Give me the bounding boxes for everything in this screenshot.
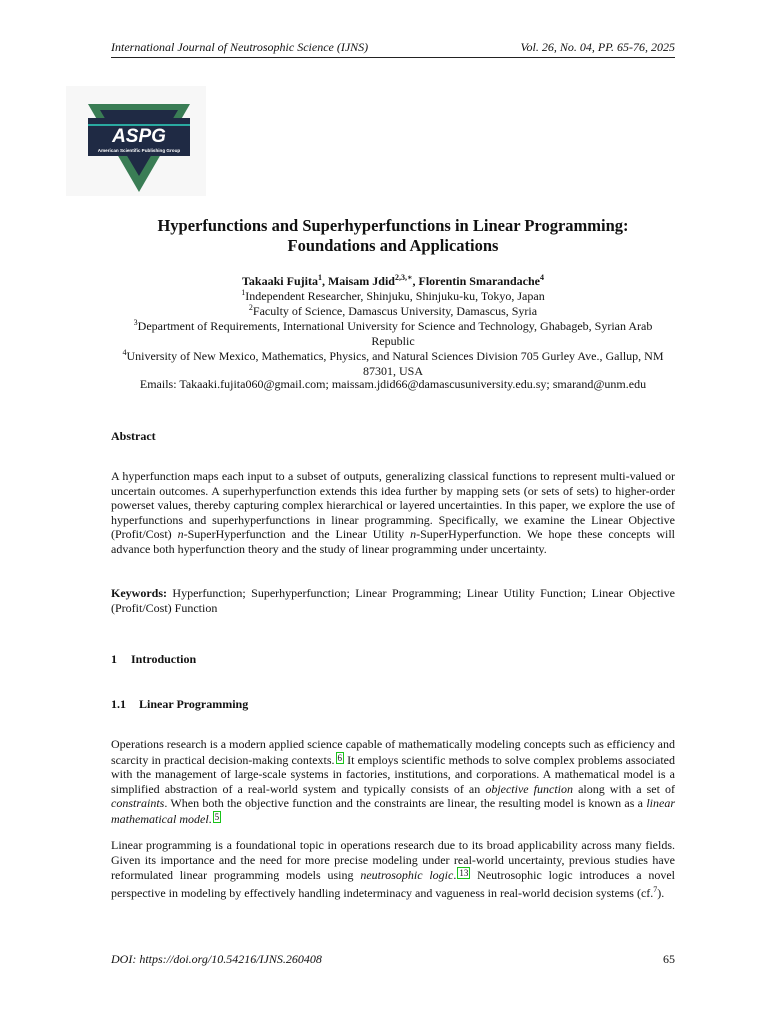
doi-link[interactable]: DOI: https://doi.org/10.54216/IJNS.260408 <box>111 952 322 966</box>
title-line-1: Hyperfunctions and Superhyperfunctions in Linear Programming: <box>157 216 629 235</box>
abstract-text: A hyperfunction maps each input to a subset of outputs, generalizing classical functions to represent multi-valued or uncertain outcomes. A superhyperfunction extends this idea further by mapping sets (or sets of sets) to higher-order powerset values, thereby capturing complex hierarchical or layered uncertainties. In this paper, we explore the use of hyperfunctions and superhyperfunctions in linear programming. Specifically, we examine the Linear Objective (Profit/Cost) n-SuperHyperfunction and the Linear Utility n-SuperHyperfunction. We hope these concepts will advance both hyperfunction theory and the study of linear programming under uncertainty. <box>111 469 676 556</box>
paper-title <box>111 216 675 256</box>
affiliation-4: $^4$University of New Mexico, Mathematics, Physics, and Natural Sciences Division 705 Gurley Ave., Gallup, NM 87301, USA <box>122 348 664 378</box>
body-paragraph-2: Linear programming is a foundational topic in operations research due to its broad applicability across many fields. Given its importance and the need for more precise modeling under real-world uncertainty, previous studies have reformulated linear programming models using neutrosophic logic. 13 Neutrosophic logic introduces a novel perspective in modeling by effectively handling indeterminacy and vagueness in real-world decision systems (cf.$^7$). <box>111 838 675 900</box>
body-paragraph-1: Operations research is a modern applied science capable of mathematically modeling concepts such as efficiency and scarcity in practical decision-making contexts. 6 It employs scientific methods to solve complex problems associated with the management of large-scale systems in factories, institutions, and corporations. A mathematical model is a simplified abstraction of a real-world system and typically consists of an objective function along with a set of constraints. When both the objective function and the constraints are linear, the resulting model is known as a linear mathematical model. 5 <box>111 737 675 826</box>
logo-brand: ASPG <box>112 126 166 147</box>
title-line-2: Foundations and Applications <box>287 236 499 255</box>
author-emails: Emails: Takaaki.fujita060@gmail.com; maissam.jdid66@damascusuniversity.edu.sy; smarand@unm.edu <box>139 377 647 391</box>
citation-link[interactable]: 5 <box>214 811 220 822</box>
affiliation-1: $^1$Independent Researcher, Shinjuku, Shinjuku-ku, Tokyo, Japan <box>241 288 545 303</box>
logo-tagline: American Scientific Publishing Group <box>97 148 181 153</box>
publisher-logo <box>66 86 206 196</box>
author-3-sup: 4 <box>539 273 544 282</box>
author-3: Florentin Smarandache <box>418 274 540 288</box>
subsection-heading-linear-programming: 1.1 Linear Programming <box>111 697 249 711</box>
header-rule <box>111 57 675 58</box>
affiliation-3: $^3$Department of Requirements, International University for Science and Technology, Ghabageb, Syrian Arab Republic <box>133 318 653 348</box>
author-1-sup: 1 <box>317 273 322 282</box>
journal-name: International Journal of Neutrosophic Science (IJNS) <box>111 40 369 54</box>
page-number: 65 <box>663 952 675 966</box>
author-2-sup: 2,3,∗ <box>394 273 413 282</box>
volume-info: Vol. 26, No. 04, PP. 65-76, 2025 <box>520 40 675 54</box>
citation-link[interactable]: 13 <box>459 868 469 879</box>
citation-link[interactable]: 6 <box>337 752 343 763</box>
section-heading-introduction: 1 Introduction <box>111 652 197 666</box>
keywords-label: Keywords: <box>111 586 167 600</box>
affiliation-2: $^2$Faculty of Science, Damascus University, Damascus, Syria <box>248 303 538 318</box>
author-2: Maisam Jdid <box>327 274 395 288</box>
abstract-heading: Abstract <box>111 429 156 443</box>
author-1: Takaaki Fujita <box>242 274 318 288</box>
author-list: Takaaki Fujita$^1$, Maisam Jdid$^{2,3,∗}$, Florentin Smarandache$^4$ <box>242 273 544 288</box>
keywords-text: Hyperfunction; Superhyperfunction; Linear Programming; Linear Utility Function; Linear Objective (Profit/Cost) Function <box>111 586 675 615</box>
keywords <box>111 586 675 615</box>
